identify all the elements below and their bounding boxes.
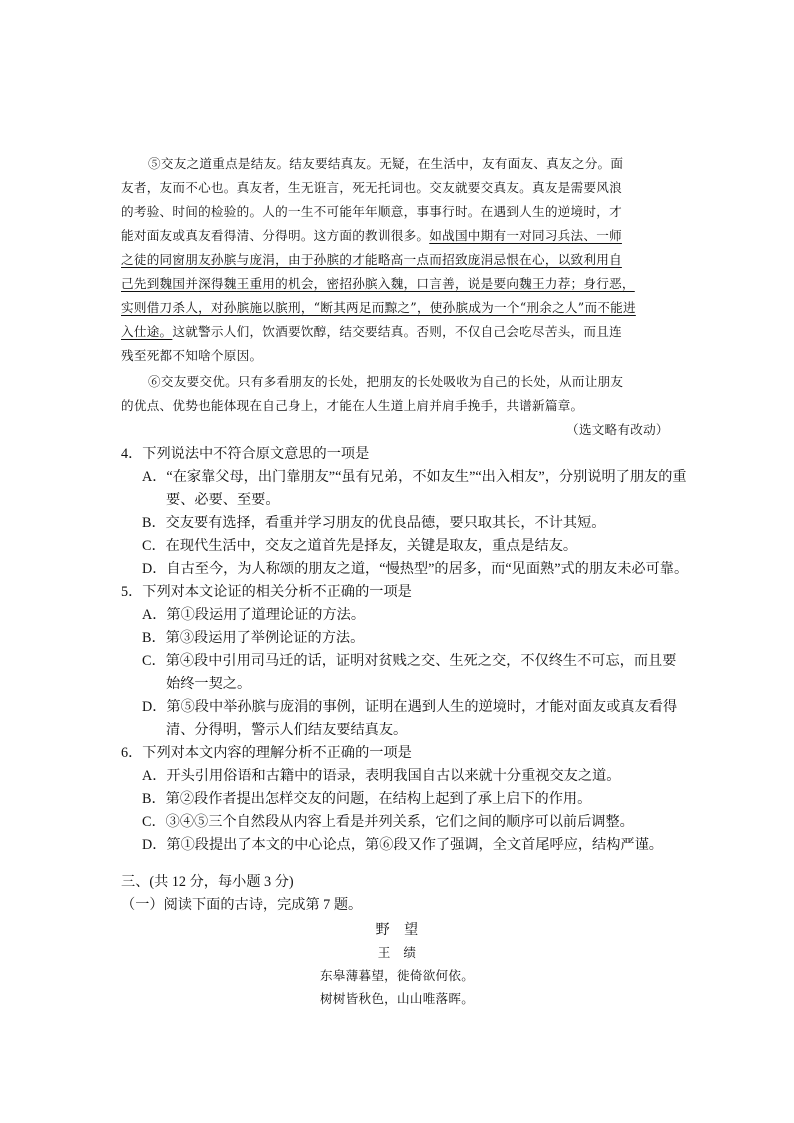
question-stem: 5．下列对本文论证的相关分析不正确的一项是 (121, 584, 412, 600)
passage-line: 残至死都不知啥个原因。 (121, 348, 263, 363)
option-b: B．第③段运用了举例论证的方法。 (142, 630, 365, 646)
option-c-continued: 始终一契之。 (166, 676, 252, 692)
option-d: D．第①段提出了本文的中心论点，第⑥段又作了强调，全文首尾呼应，结构严谨。 (142, 837, 663, 853)
poem-line: 东皋薄暮望，徙倚欲何依。 (319, 968, 475, 983)
passage-line: ⑥交友要交优。只有多看朋友的长处，把朋友的长处吸收为自己的长处，从而让朋友 (148, 374, 624, 389)
option-b: B．第②段作者提出怎样交友的问题，在结构上起到了承上启下的作用。 (142, 791, 592, 807)
section-subheading: （一）阅读下面的古诗，完成第 7 题。 (121, 897, 363, 913)
passage-line: 的优点、优势也能体现在自己身上，才能在人生道上肩并肩手挽手，共谱新篇章。 (121, 398, 584, 413)
section-heading: 三、(共 12 分，每小题 3 分) (121, 874, 294, 890)
option-c: C．在现代生活中，交友之道首先是择友，关键是取友，重点是结友。 (142, 538, 578, 554)
question-stem: 4．下列说法中不符合原文意思的一项是 (121, 446, 370, 462)
passage-line: 友者，友而不心也。真友者，生无诳言，死无托词也。交友就要交真友。真友是需要风浪 (121, 180, 622, 195)
poem-title: 野 望 (375, 922, 419, 938)
option-d: D．自古至今，为人称颂的朋友之道，“慢热型”的居多，而“见面熟”式的朋友未必可靠。 (142, 561, 689, 577)
underlined-text: 入仕途。 (121, 324, 173, 339)
option-d: D．第⑤段中举孙膑与庞涓的事例，证明在遇到人生的逆境时，才能对面友或真友看得 (142, 699, 678, 715)
option-a: A．开头引用俗语和古籍中的语录，表明我国自古以来就十分重视交友之道。 (142, 768, 621, 784)
option-c: C．③④⑤三个自然段从内容上看是并列关系，它们之间的顺序可以前后调整。 (142, 814, 634, 830)
passage-text: 这就警示人们，饮酒要饮醇，结交要结真。否则，不仅自己会吃尽苦头，而且连 (172, 324, 622, 339)
option-c: C．第④段中引用司马迁的话，证明对贫贱之交、生死之交，不仅终生不可忘，而且要 (142, 653, 677, 669)
passage-line (121, 322, 622, 342)
option-b: B．交友要有选择，看重并学习朋友的优良品德，要只取其长，不计其短。 (142, 515, 606, 531)
option-a-continued: 要、必要、至要。 (166, 492, 280, 508)
option-a: A．“在家靠父母，出门靠朋友”“虽有兄弟，不如友生”“出入相友”，分别说明了朋友的重 (142, 469, 687, 485)
underlined-line: 己先到魏国并深得魏王重用的机会，密招孙膑入魏，口言善，说是要向魏王力荐；身行恶， (121, 276, 635, 291)
option-d-continued: 清、分得明，警示人们结友要结真友。 (166, 722, 408, 738)
poem-line: 树树皆秋色，山山唯落晖。 (319, 991, 475, 1006)
source-note: （选文略有改动） (566, 422, 669, 437)
passage-line (121, 226, 622, 246)
underlined-text: 如战国中期有一对同习兵法、一师 (429, 228, 622, 243)
passage-line: ⑤交友之道重点是结友。结友要结真友。无疑，在生活中，友有面友、真友之分。面 (148, 156, 624, 171)
poem-author: 王 绩 (377, 945, 417, 960)
option-a: A．第①段运用了道理论证的方法。 (142, 607, 366, 623)
underlined-line: 实则借刀杀人，对孙膑施以膑刑，“断其两足而黥之”，使孙膑成为一个“刑余之人”而不能进 (121, 300, 636, 315)
passage-text: 能对面友或真友看得清、分得明。这方面的教训很多。 (121, 228, 430, 243)
question-stem: 6．下列对本文内容的理解分析不正确的一项是 (121, 745, 412, 761)
passage-line: 的考验、时间的检验的。人的一生不可能年年顺意，事事行时。在遇到人生的逆境时，才 (121, 204, 622, 219)
underlined-line: 之徒的同窗朋友孙膑与庞涓，由于孙膑的才能略高一点而招致庞涓忌恨在心，以致利用自 (121, 252, 622, 267)
